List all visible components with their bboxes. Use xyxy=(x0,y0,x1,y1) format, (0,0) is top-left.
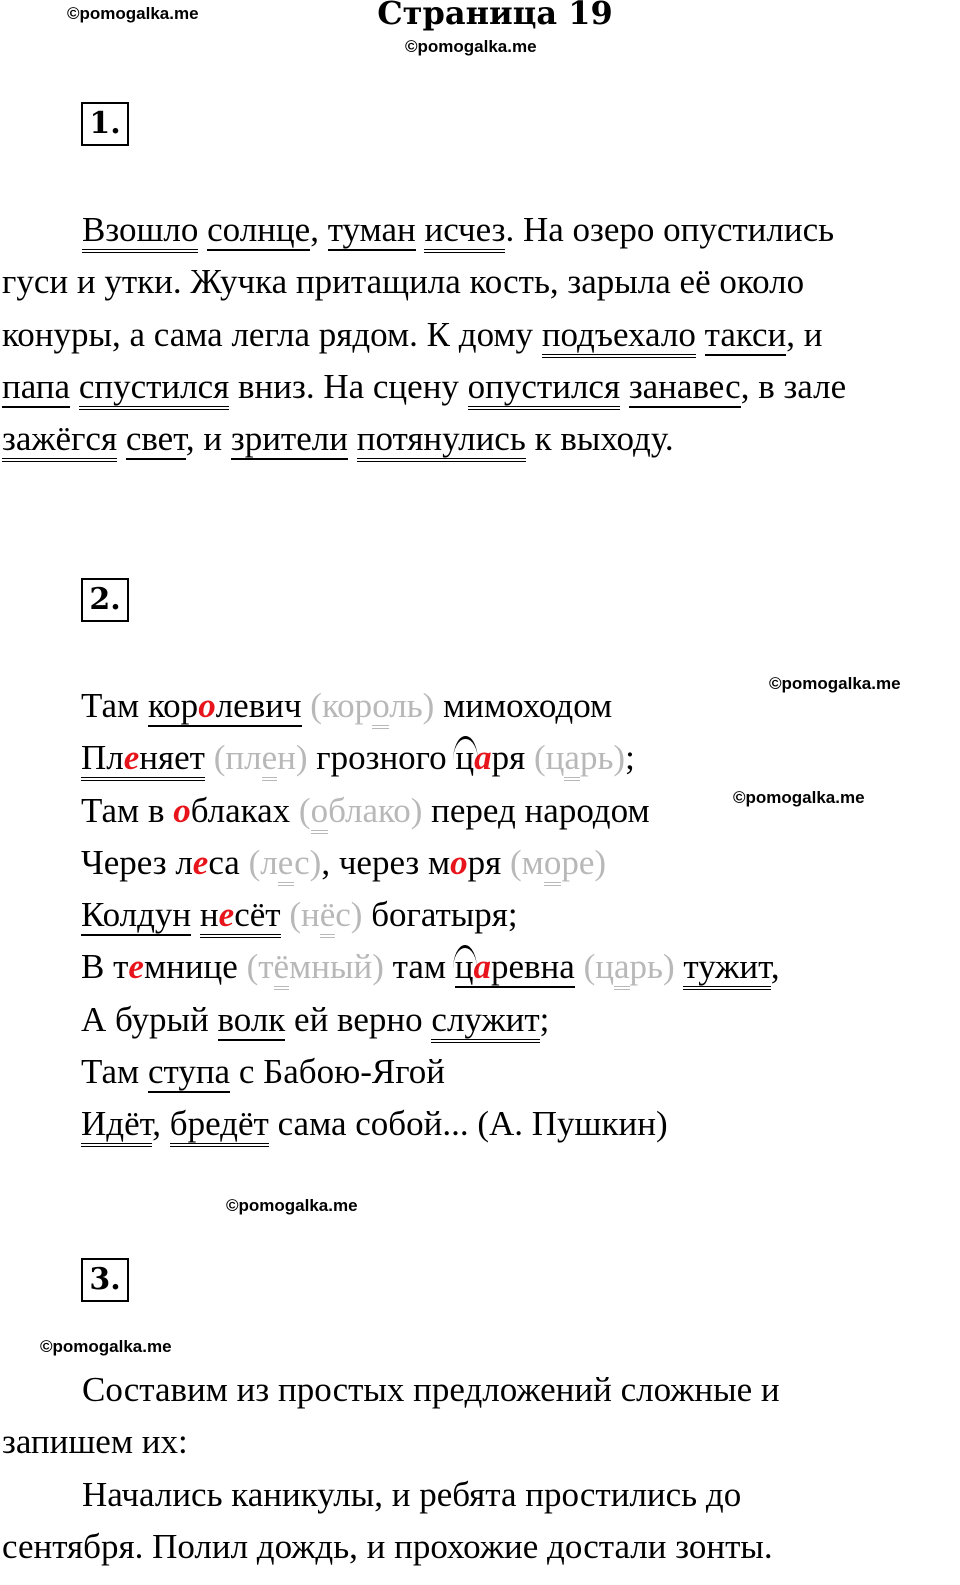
text-line xyxy=(81,785,780,837)
text-run xyxy=(269,1104,668,1143)
check-word-hint: мный) xyxy=(289,947,384,987)
text: грозного xyxy=(307,738,456,778)
highlighted-vowel: о xyxy=(450,842,468,882)
root-mark: ц xyxy=(455,738,475,778)
text xyxy=(70,367,79,406)
check-word-hint: (т xyxy=(246,947,274,987)
text: ступа xyxy=(147,1052,231,1092)
text: Начались каникулы, и ребята простились до xyxy=(82,1474,742,1514)
text: , и xyxy=(185,419,231,459)
highlighted-vowel: е xyxy=(128,947,144,987)
text-run xyxy=(81,947,455,990)
task-number-2: 2. xyxy=(81,578,129,622)
text: Через л xyxy=(81,842,193,882)
subject-word xyxy=(126,419,186,460)
subject-word xyxy=(328,210,416,251)
text-run xyxy=(205,738,635,781)
check-word-hint: (ц xyxy=(534,738,565,778)
check-word-hint: ль) xyxy=(389,686,435,725)
predicate-word xyxy=(542,315,696,358)
text: конуры, а сама легла рядом. К дому xyxy=(2,314,542,354)
text xyxy=(281,895,290,934)
predicate-word xyxy=(81,738,205,781)
text: зажёгся xyxy=(2,419,118,459)
predicate-word xyxy=(357,419,526,462)
check-word-hint: (л xyxy=(248,842,278,882)
text-line xyxy=(81,837,780,889)
text-run xyxy=(70,367,79,406)
text: Там в xyxy=(81,790,174,830)
subject-word xyxy=(455,947,575,988)
text-run xyxy=(2,1422,188,1461)
text: ; xyxy=(539,999,550,1039)
watermark: ©pomogalka.me xyxy=(226,1196,358,1215)
text: левич xyxy=(215,686,302,725)
text-run xyxy=(741,367,846,406)
text xyxy=(191,895,200,934)
check-word-hint: (ц xyxy=(583,947,614,987)
text: свет xyxy=(125,419,186,459)
check-word-vowel: ё xyxy=(320,895,336,938)
text-run xyxy=(2,1527,773,1566)
text-run xyxy=(81,1052,148,1091)
check-word-vowel: а xyxy=(614,947,630,990)
text: запишем их: xyxy=(2,1422,188,1462)
check-word-hint: (пл xyxy=(213,738,262,778)
text: няет xyxy=(139,738,205,778)
subject-word xyxy=(629,367,741,408)
text-line xyxy=(2,1364,780,1416)
watermark: ©pomogalka.me xyxy=(405,37,537,56)
check-word-hint: ре) xyxy=(561,842,607,882)
text: занавес xyxy=(628,366,741,406)
text-line xyxy=(2,204,846,256)
text-run xyxy=(786,315,822,354)
text-run xyxy=(82,1475,741,1514)
text: перед народом xyxy=(422,790,650,830)
text: такси xyxy=(704,314,787,354)
text: сентября. Полил дождь, и прохожие достали зонты. xyxy=(2,1526,773,1566)
text-line xyxy=(2,1521,780,1573)
check-word-vowel: е xyxy=(278,843,294,886)
text-line xyxy=(2,1416,780,1468)
text: , xyxy=(152,1104,170,1144)
text-run xyxy=(310,210,328,249)
predicate-word xyxy=(424,210,505,253)
text: подъехало xyxy=(541,314,696,354)
watermark: ©pomogalka.me xyxy=(40,1337,172,1356)
text: волк xyxy=(217,999,286,1039)
text: ря xyxy=(467,842,511,882)
text: гуси и утки. Жучка притащила кость, зарыла её около xyxy=(2,262,805,302)
text-run xyxy=(2,315,542,354)
text-run xyxy=(2,262,804,301)
text xyxy=(620,367,629,406)
predicate-word xyxy=(82,210,198,253)
text-run xyxy=(575,947,684,990)
text: , и xyxy=(786,314,823,354)
text-line xyxy=(81,1098,780,1150)
check-word-hint: с) xyxy=(335,895,363,935)
highlighted-vowel: е xyxy=(192,842,209,882)
text: ; xyxy=(625,738,635,778)
text-run xyxy=(82,1370,780,1409)
text-run xyxy=(281,895,518,938)
check-word-hint: ( xyxy=(298,790,311,830)
text: са xyxy=(208,842,249,882)
highlighted-vowel: о xyxy=(198,686,216,725)
subject-word xyxy=(148,686,302,727)
text-run xyxy=(81,686,148,725)
check-word-hint: н) xyxy=(277,738,308,778)
text: Там xyxy=(81,1052,148,1092)
text-line xyxy=(81,889,780,941)
task-1-text xyxy=(2,204,846,465)
text: потянулись xyxy=(356,419,526,459)
text: ей верно xyxy=(285,999,432,1039)
text-line xyxy=(2,256,846,308)
text-line xyxy=(2,413,846,465)
text-run xyxy=(229,367,467,406)
text-run xyxy=(81,843,606,886)
check-word-hint: блако) xyxy=(328,790,423,830)
subject-word xyxy=(207,210,310,251)
text: , через м xyxy=(321,842,451,882)
text-run xyxy=(191,895,200,934)
check-word-hint: (м xyxy=(510,842,544,882)
text: блаках xyxy=(190,790,299,830)
text xyxy=(575,947,584,986)
text: кор xyxy=(147,686,199,725)
check-word-hint: (н xyxy=(289,895,320,935)
text-line xyxy=(81,680,780,732)
check-word-vowel: ё xyxy=(274,947,290,990)
text: мнице xyxy=(143,947,247,987)
text: , xyxy=(310,210,328,249)
text-line xyxy=(81,1046,780,1098)
text-line xyxy=(2,309,846,361)
text-run xyxy=(696,315,705,354)
text xyxy=(198,210,207,249)
text-run xyxy=(540,1000,550,1039)
text xyxy=(348,419,357,458)
predicate-word xyxy=(468,367,620,410)
text: , в зале xyxy=(740,366,847,406)
subject-word xyxy=(231,419,348,460)
text-run xyxy=(348,419,357,458)
text: спустился xyxy=(78,366,230,406)
text-run xyxy=(771,947,780,986)
watermark: ©pomogalka.me xyxy=(769,674,901,693)
text: сама собой... (А. Пушкин) xyxy=(268,1104,668,1144)
text: исчез xyxy=(424,210,506,249)
text: Там xyxy=(81,686,148,725)
text: зрители xyxy=(230,419,348,459)
text xyxy=(302,686,311,725)
predicate-word xyxy=(170,1104,269,1147)
highlighted-vowel: а xyxy=(474,738,492,778)
text: ря xyxy=(491,738,535,778)
text-run xyxy=(186,419,231,458)
text: н xyxy=(199,895,219,935)
text xyxy=(117,419,126,458)
predicate-word xyxy=(431,1000,539,1043)
predicate-word xyxy=(2,419,117,462)
highlighted-vowel: а xyxy=(473,947,491,987)
text: опустился xyxy=(467,366,621,406)
text-run xyxy=(620,367,629,406)
text-line xyxy=(2,1469,780,1521)
text-run xyxy=(117,419,126,458)
check-word-hint: (кор xyxy=(310,686,373,725)
subject-word xyxy=(148,1052,230,1093)
text-run xyxy=(505,210,834,249)
check-word-hint: рь) xyxy=(629,947,675,987)
text: тужит xyxy=(683,947,771,987)
text-line xyxy=(2,361,846,413)
text-line xyxy=(81,941,780,993)
check-word-vowel: о xyxy=(544,843,562,886)
text-run xyxy=(285,1000,431,1039)
check-word-hint: рь) xyxy=(579,738,626,778)
text: бредёт xyxy=(169,1104,269,1144)
text-line xyxy=(81,994,780,1046)
text-run xyxy=(230,1052,445,1091)
task-3-text xyxy=(2,1364,780,1573)
check-word-vowel: е xyxy=(262,738,278,781)
highlighted-vowel: е xyxy=(123,738,140,778)
task-2-poem xyxy=(81,680,780,1151)
text xyxy=(696,315,705,354)
text: солнце xyxy=(207,210,311,249)
text: с Бабою-Ягой xyxy=(230,1052,445,1092)
highlighted-vowel: о xyxy=(173,790,191,830)
text: В т xyxy=(81,947,129,987)
text: ревна xyxy=(490,947,575,987)
text-run xyxy=(198,210,207,249)
check-word-vowel: а xyxy=(564,738,580,781)
text: служит xyxy=(431,999,540,1039)
text: там xyxy=(383,947,455,987)
text: . На озеро опустились xyxy=(505,210,835,249)
text-run xyxy=(81,791,650,834)
predicate-word xyxy=(200,895,281,938)
text-run xyxy=(526,419,674,458)
text: богатыря; xyxy=(362,895,518,935)
text: Пл xyxy=(81,738,124,778)
predicate-word xyxy=(81,1104,152,1147)
text: Взошло xyxy=(82,210,199,249)
watermark: ©pomogalka.me xyxy=(67,4,199,23)
text-run xyxy=(152,1104,170,1143)
text-run xyxy=(81,1000,218,1039)
task-number-1: 1. xyxy=(81,102,129,146)
highlighted-vowel: е xyxy=(218,895,235,935)
text xyxy=(205,738,214,777)
text: А бурый xyxy=(81,999,218,1039)
check-word-vowel: о xyxy=(311,791,329,834)
text: Идёт xyxy=(81,1104,153,1144)
task-number-3: 3. xyxy=(81,1258,129,1302)
subject-word xyxy=(2,367,70,408)
predicate-word xyxy=(683,947,770,990)
text: мимоходом xyxy=(434,686,613,725)
page-title: Страница 19 xyxy=(377,0,613,32)
text: , xyxy=(770,947,780,987)
subject-word xyxy=(218,1000,286,1041)
watermark: ©pomogalka.me xyxy=(733,788,865,807)
root-mark: ц xyxy=(454,947,474,987)
text: Составим из простых предложений сложные и xyxy=(82,1370,780,1409)
check-word-hint: с) xyxy=(294,842,322,882)
predicate-word xyxy=(79,367,229,410)
text-line xyxy=(81,732,780,784)
text: к выходу. xyxy=(525,419,674,459)
text: вниз. На сцену xyxy=(229,366,468,406)
text: папа xyxy=(2,366,71,406)
text: сёт xyxy=(234,895,281,935)
subject-word xyxy=(81,895,191,936)
subject-word xyxy=(705,315,787,356)
text: туман xyxy=(327,210,416,249)
text: Колдун xyxy=(81,895,192,935)
check-word-vowel: о xyxy=(372,686,389,729)
text-run xyxy=(302,686,613,729)
